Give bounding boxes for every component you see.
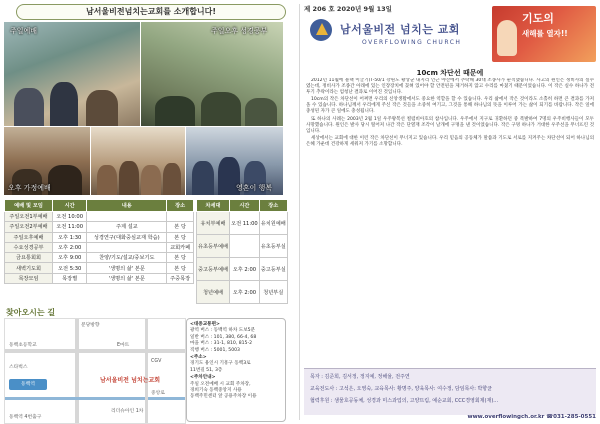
- worship-schedule-table: [4, 199, 194, 284]
- article-paragraph: 또 하나의 사례는 2003년 2월 1일 우주왕복선 컬럼비아호의 참사입니다. 우주에서 지구로 귀환하던 중 폭발하여 7명의 우주비행사들이 모두 사망했습니다. 원인은 발사 당시 떨어져 나간 작은 단열재 조각이 날개에 구멍을 낸 것이었습니다. 작은 구멍 하나가 거대한 우주선을 무너뜨린 것입니다.: [306, 116, 594, 134]
- church-header: [304, 15, 484, 67]
- footer-line: 협력후원 : 샘물호공동체, 성경과 미스과업의, 고양뜨림, 예순교회, CCC경영회제(재)...: [310, 398, 499, 404]
- table-row: [5, 212, 194, 222]
- issue-info: 제 206 호 2020년 9월 13일: [304, 5, 392, 13]
- next-generation-table: [196, 199, 288, 304]
- table-row: [5, 253, 194, 263]
- table-cell: 오전 11:00: [53, 222, 87, 232]
- table-row: [197, 235, 288, 258]
- article-body: [306, 78, 594, 310]
- table-cell: '생명의 삶' 본문: [87, 263, 167, 273]
- table-header: 장소: [167, 200, 194, 212]
- info-line: 주일 오전예배 시 교회 주차장,: [190, 381, 251, 387]
- table-row: [5, 273, 194, 283]
- table-cell: 본 당: [167, 232, 194, 242]
- intro-banner: 남서울비전넘치는교회를 소개합니다!: [16, 4, 286, 20]
- map-label: 리더슈아인 1차: [111, 409, 144, 414]
- table-row: [5, 263, 194, 273]
- table-cell: 중고등부실: [259, 258, 287, 281]
- table-cell: 본 당: [167, 253, 194, 263]
- info-line: 11번길 51, 3층: [190, 367, 223, 373]
- map-label: CGV: [151, 359, 162, 364]
- map-road: [75, 319, 79, 423]
- table-cell: 청년부실: [259, 281, 287, 304]
- info-heading: <주차안내>: [190, 375, 216, 381]
- info-line: 광역 버스 : 동백역 하차 도보5분: [190, 328, 256, 334]
- table-cell: 청년예배: [197, 281, 230, 304]
- photo-caption: 주일오후 성경공부: [211, 27, 268, 35]
- footer-line: 교육전도사 : 고석은, 오영숙, 교육목사: 황명주, 양육목사: 여수정, 담임목사: 박향균: [310, 386, 492, 392]
- info-heading: <대중교통편>: [190, 322, 220, 327]
- table-header: 내용: [87, 200, 167, 212]
- table-cell: 본 당: [167, 263, 194, 273]
- table-cell: [230, 235, 260, 258]
- table-cell: 오전 10:00: [53, 212, 87, 222]
- table-cell: [167, 212, 194, 222]
- table-header: 장소: [259, 200, 287, 212]
- article-paragraph: 10cm의 작은 차단선이 어쩌면 우리의 신앙생활에서도 중요한 역할을 할 수 있습니다. 우리 삶에서 작은 것이라도 소홀히 하면 큰 결과를 가져올 수 있습니다. 하나님께서 우리에게 주신 작은 것들을 소중히 여기고, 그것을 통해 하나님의 뜻을 이루어 가는 삶이 되기를 바랍니다. 작은 일에 충성된 자가 큰 일에도 충성됩니다.: [306, 97, 594, 115]
- map-label: 스타벅스: [9, 365, 28, 370]
- location-map: [4, 318, 186, 424]
- table-cell: 오전 11:00: [230, 212, 260, 235]
- transport-info-box: [186, 318, 286, 422]
- info-heading: <주소>: [190, 355, 207, 361]
- table-cell: 본 당: [167, 222, 194, 232]
- table-row: [197, 281, 288, 304]
- table-cell: 오후 1:30: [53, 232, 87, 242]
- map-label: 동백초등학교: [9, 343, 37, 348]
- photo-group-gathering: [91, 127, 185, 195]
- table-cell: 목장모임: [5, 273, 53, 283]
- table-cell: 유초등부실: [259, 235, 287, 258]
- prayer-subtitle: 새해를 열자!!: [522, 29, 568, 38]
- table-cell: 교회카페: [167, 242, 194, 252]
- table-cell: 새벽기도회: [5, 263, 53, 273]
- table-cell: 금요통회회: [5, 253, 53, 263]
- photo-home-worship: [4, 127, 90, 195]
- table-header: 시간: [53, 200, 87, 212]
- map-road: [5, 397, 185, 400]
- map-label: 동백역 4번출구: [9, 415, 42, 420]
- table-cell: 주중목장: [167, 273, 194, 283]
- table-cell: 중고등부예배: [197, 258, 230, 281]
- article-paragraph: 세상에서는 교회에 대한 이런 작은 차단선이 무너지고 있습니다. 우리 믿음의 공동체가 말씀과 기도로 서로를 지켜주는 차단선이 되어 하나님의 은혜 가운데 건강하게 세워져 가기를 소망합니다.: [306, 135, 594, 147]
- table-cell: 주일오전1부예배: [5, 212, 53, 222]
- table-cell: 수요성경공부: [5, 242, 53, 252]
- table-cell: 오전 5:30: [53, 263, 87, 273]
- staff-footer: [304, 368, 596, 415]
- table-cell: 주제 설교: [87, 222, 167, 232]
- photo-joyful-fellowship: [186, 127, 283, 195]
- map-road: [145, 319, 148, 423]
- table-cell: 오후 2:00: [230, 281, 260, 304]
- footer-line: 목자 : 김준희, 김서정, 정지예, 정해율, 전주연: [310, 374, 410, 380]
- table-cell: [87, 242, 167, 252]
- table-cell: 주일오후예배: [5, 232, 53, 242]
- photo-sunday-worship: [4, 22, 140, 126]
- table-header: 차세대: [197, 200, 230, 212]
- table-cell: 성경연구(대화중심교재 학습): [87, 232, 167, 242]
- table-cell: 유치원예배: [259, 212, 287, 235]
- table-cell: 오후 2:00: [230, 258, 260, 281]
- table-header: 시간: [230, 200, 260, 212]
- table-cell: '생명의 삶' 본문: [87, 273, 167, 283]
- prayer-title: 기도의: [522, 12, 554, 25]
- table-cell: 유초등부예배: [197, 235, 230, 258]
- table-row: [5, 222, 194, 232]
- church-name-english: OVERFLOWING CHURCH: [362, 39, 462, 46]
- map-road: [5, 349, 185, 353]
- table-cell: 오후 9:00: [53, 253, 87, 263]
- photo-caption: 주일예배: [10, 27, 38, 35]
- table-row: [197, 258, 288, 281]
- contact-url[interactable]: www.overflowingch.or.kr ☎031-285-0551: [467, 414, 596, 420]
- table-row: [197, 212, 288, 235]
- directions-title: 찾아오시는 길: [6, 308, 56, 317]
- table-cell: [87, 212, 167, 222]
- map-label: E마트: [117, 343, 130, 348]
- info-line: 일반 버스 : 101, 380, 66-4, 68: [190, 334, 257, 340]
- photo-caption: 영혼이 행복: [236, 184, 273, 192]
- table-header: 예배 및 모임: [5, 200, 53, 212]
- info-line: 직행 버스 : 5001, 5003: [190, 347, 240, 353]
- church-name: 남서울비전 넘치는 교회: [340, 23, 460, 36]
- flame-icon: [316, 23, 328, 35]
- article-paragraph: 2012년 11월에 블랙 이글기(T-50/1 강원도 황상군 내지리 인근 야산에서 추락해 30대 조종사가 순직했습니다. 사고의 원인은 정비사의 실수였는데, 정비사가 조종간 아래에 있는 인장장치에 꽂혀 있어야 할 안전핀을 제거하지 않고 수리를 마쳤기 때문이었습니다. 이 작은 실수 하나가 전투기 추락이라는 엄청난 결과로 이어진 것입니다.: [306, 78, 594, 96]
- table-row: [5, 232, 194, 242]
- table-cell: 목장별: [53, 273, 87, 283]
- table-cell: 주일오전2부예배: [5, 222, 53, 232]
- right-page: [300, 0, 600, 424]
- praying-hand-icon: [497, 20, 517, 56]
- subway-station: 동백역: [9, 379, 47, 390]
- info-line: 경기도 용인시 기흥구 동백3로: [190, 361, 251, 367]
- table-cell: 오후 2:00: [53, 242, 87, 252]
- photo-bible-study: [141, 22, 283, 126]
- info-line: 마을 버스 : 31-1, 810, 815-2: [190, 341, 253, 347]
- map-label: 분당방향: [81, 323, 100, 328]
- table-row: [5, 242, 194, 252]
- info-line: 동백주민센터 앞 공용주차장 이용: [190, 394, 257, 400]
- article-title: 10cm 차단선 때문에: [416, 69, 484, 77]
- photo-caption: 오후 가정예배: [8, 184, 51, 192]
- table-cell: 찬양/기도/설교/중보기도: [87, 253, 167, 263]
- map-label: 중앙로: [151, 391, 165, 396]
- table-cell: 유치부예배: [197, 212, 230, 235]
- prayer-banner: [492, 6, 596, 62]
- church-location-marker: 남서울비전 넘치는교회: [100, 377, 161, 384]
- info-line: 경희기숙 동백중앙지 사용: [190, 388, 242, 394]
